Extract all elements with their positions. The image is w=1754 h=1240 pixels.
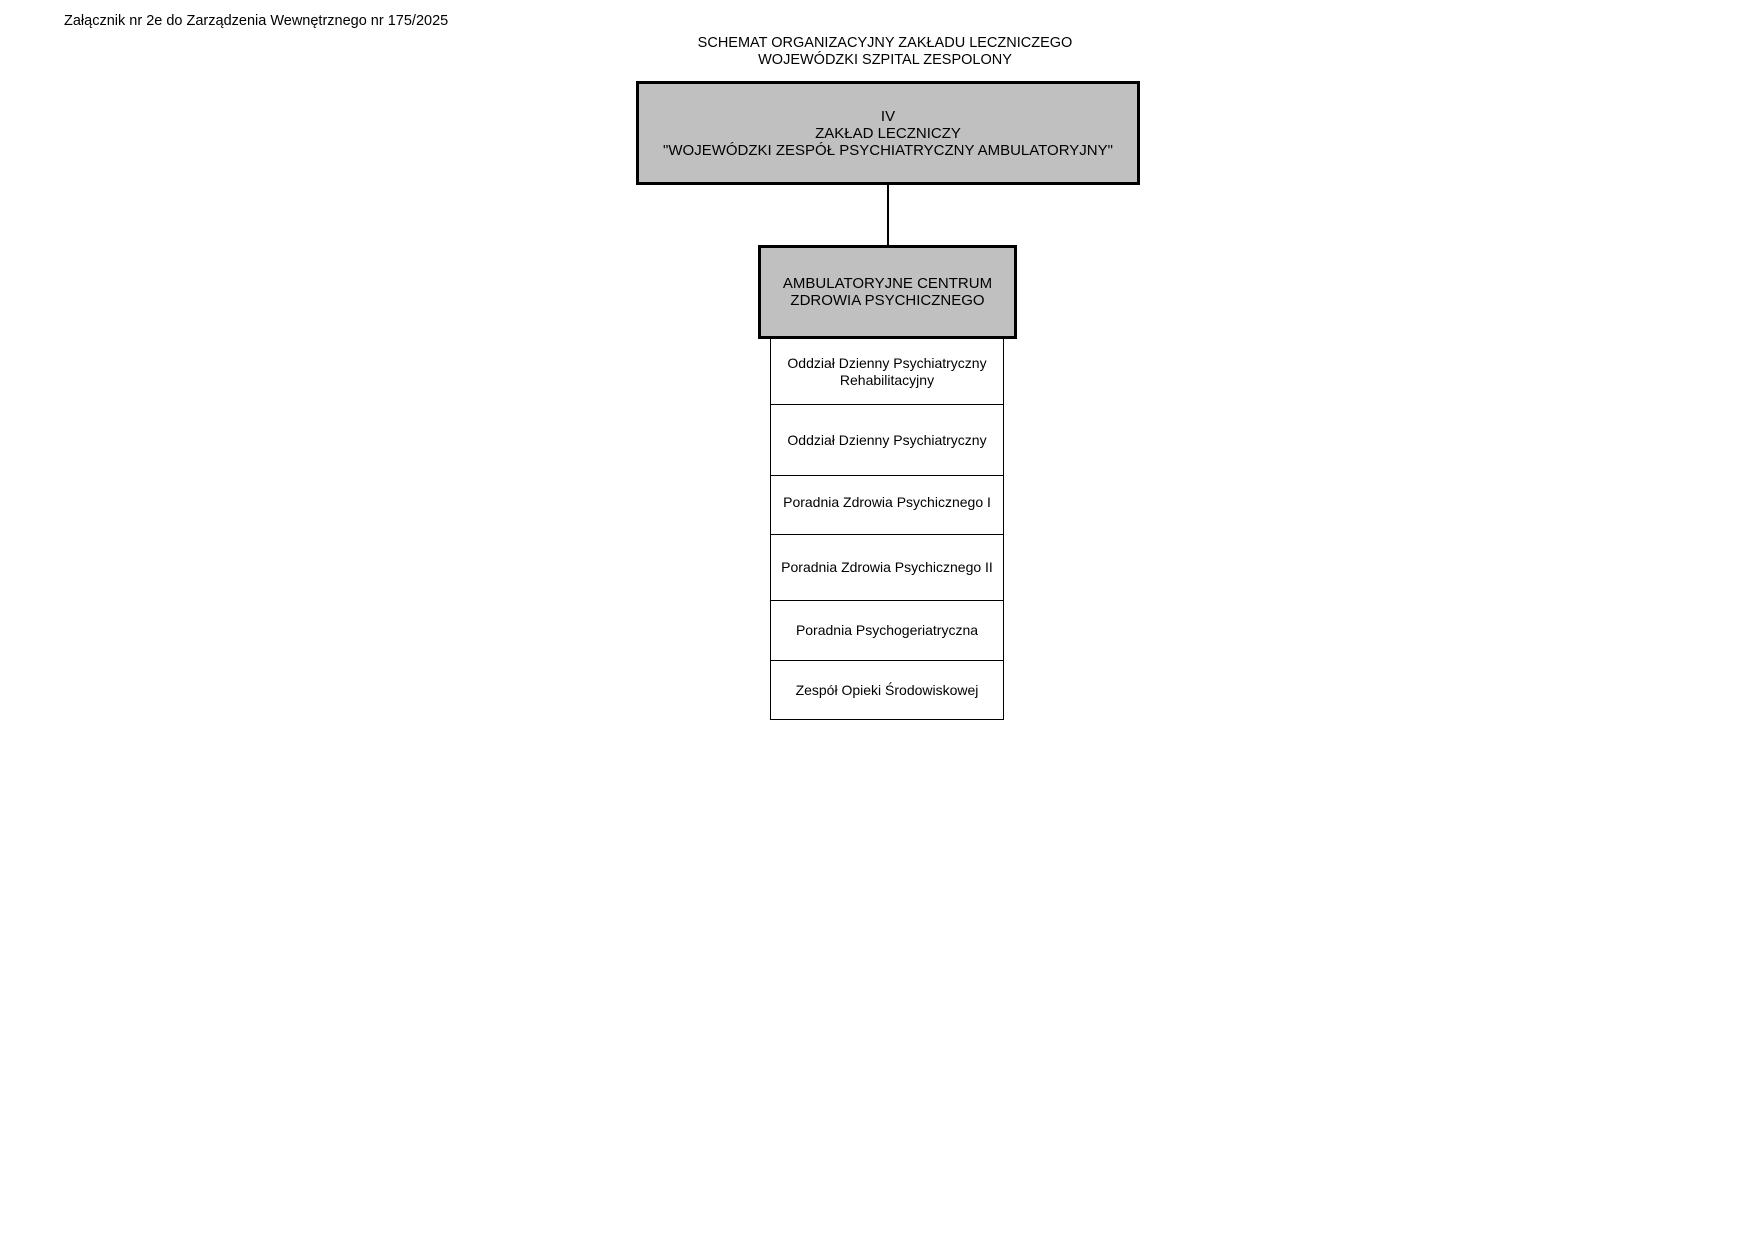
unit-box-psychogeriatric-clinic (770, 600, 1004, 661)
annex-note: Załącznik nr 2e do Zarządzenia Wewnętrznego nr 175/2025 (64, 13, 449, 29)
top-unit-number: IV (880, 107, 896, 125)
center-unit-line-1: AMBULATORYJNE CENTRUM (782, 275, 993, 292)
title-line-1: SCHEMAT ORGANIZACYJNY ZAKŁADU LECZNICZEGO (697, 35, 1073, 51)
top-unit-type: ZAKŁAD LECZNICZY (815, 124, 961, 142)
unit-box-clinic-1 (770, 475, 1004, 535)
unit-label: Poradnia Zdrowia Psychicznego II (781, 559, 993, 575)
unit-label: Oddział Dzienny Psychiatryczny (787, 354, 987, 371)
unit-label: Oddział Dzienny Psychiatryczny (787, 431, 987, 448)
document-title (590, 35, 1180, 69)
unit-label: Zespół Opieki Środowiskowej (795, 681, 979, 698)
top-unit-box (636, 81, 1140, 185)
unit-box-day-ward (770, 404, 1004, 476)
center-unit-box (758, 245, 1017, 339)
connector-line (887, 185, 889, 245)
unit-box-community-care-team (770, 660, 1004, 720)
center-unit-line-2: ZDROWIA PSYCHICZNEGO (790, 292, 985, 309)
unit-label: Poradnia Psychogeriatryczna (795, 622, 979, 638)
unit-box-clinic-2 (770, 534, 1004, 601)
unit-label: Poradnia Zdrowia Psychicznego I (783, 493, 991, 510)
unit-box-day-ward-rehabilitation (770, 338, 1004, 405)
top-unit-name: "WOJEWÓDZKI ZESPÓŁ PSYCHIATRYCZNY AMBULATORYJNY" (663, 141, 1113, 159)
title-line-2: WOJEWÓDZKI SZPITAL ZESPOLONY (758, 52, 1012, 68)
unit-label: Rehabilitacyjny (839, 371, 935, 388)
